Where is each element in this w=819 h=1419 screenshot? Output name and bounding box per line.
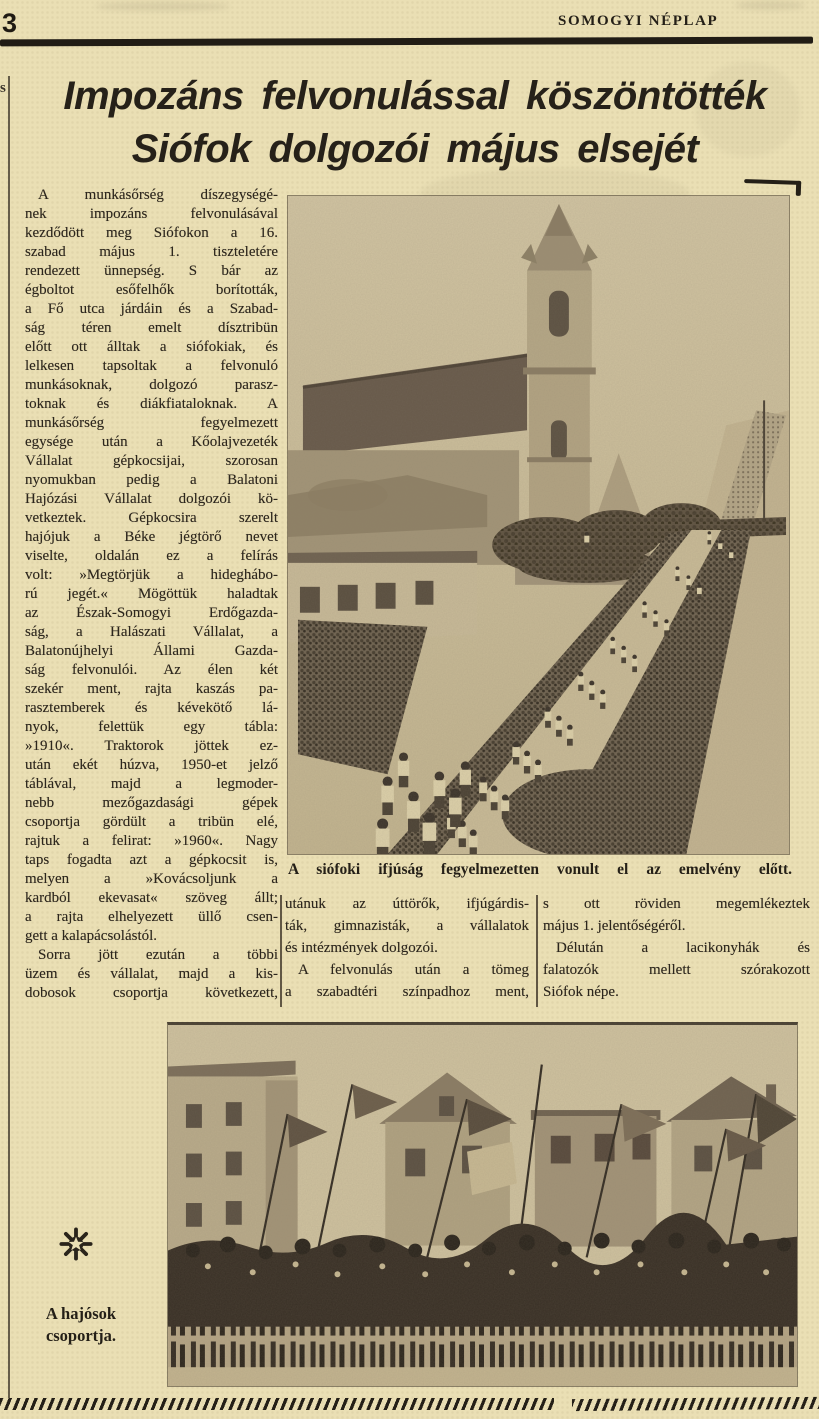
zigzag-border [572,1397,819,1411]
text-line: gett a kalapácsolástól. [25,928,158,944]
text-line: szekér ment, rajta kaszás pa- [25,681,278,697]
text-line: Balatonújhelyi Állami Gazda- [25,643,278,659]
text-line: A munkásőrség díszegységé- [38,187,278,203]
text-line: Vállalat gépkocsijai, szorosan [25,453,278,469]
ink-bleed-smudge [95,2,230,11]
text-line: volt: »Megtörjük a hideghábo- [25,567,278,583]
text-line: nek impozáns felvonulásával [25,206,278,222]
text-line: szabad május 1. tiszteletére [25,244,278,260]
photo-parade-church-art [288,196,789,854]
photo-sailors-flags [167,1022,798,1387]
caption-line: csoportja. [45,1326,117,1345]
zigzag-border [0,1398,554,1410]
text-line: a Fő utca járdáin és a Szabad- [25,301,278,317]
text-line: Délután a lacikonyhák és [556,940,810,956]
text-line: rú jegét.« Mögöttük haladtak [25,586,278,602]
text-line: toknak és diákfiataloknak. A [25,396,278,412]
text-line: utánuk az úttörők, ifjúgárdis- [285,896,529,912]
masthead-rule [0,37,813,47]
text-line: munkásoknak, dolgozó parasz- [25,377,278,393]
text-line: A felvonulás után a tömeg [298,962,529,978]
left-column-rule [8,76,10,1398]
text-line: ság téren emelt dísztribün [25,320,278,336]
text-line: a rajta elhelyezett üllő csen- [25,909,278,925]
text-line: »1910«. Traktorok jöttek ez- [25,738,278,754]
text-line: táblával, majd a legmoder- [25,776,278,792]
article-column-middle [285,893,529,1003]
text-line: dobosok csoportja következett, [25,985,278,1001]
text-line: kezdődött meg Siófokon a 16. [25,225,278,241]
page-number: 3 [2,8,18,38]
ink-bleed-smudge [735,1,805,10]
text-line: május 1. jelentőségéről. [543,918,686,934]
text-line: rajtuk a felirat: »1960«. Nagy [25,833,278,849]
text-line: ság, a Halászati Vállalat, a [25,624,278,640]
text-line: csoportja gördült a tribün elé, [25,814,278,830]
text-line: taps fogadta azt a gépkocsit is, [25,852,278,868]
headline-line-2: Siófok dolgozói május elsejét [131,127,699,171]
text-line: rasztemberek és kévekötő lá- [25,700,278,716]
photo-caption-bottom [22,1303,140,1347]
article-column-right [543,893,810,1003]
text-line: vetkeztek. Gépkocsira szerelt [25,510,278,526]
text-line: Sorra jött ezután a többi [38,947,278,963]
text-line: üzem és vállalat, majd a kis- [25,966,278,982]
column-divider [280,895,282,1007]
text-line: lelkesen tapsoltak a felvonuló [25,358,278,374]
article-headline [20,70,810,176]
edge-text-fragment: s [0,80,6,96]
article-column-left [25,186,278,1003]
photo-corner-mark [744,179,801,196]
text-line: nyok, felettük egy tábla: [25,719,278,735]
burst-star-icon [58,1226,94,1262]
text-line: s ott röviden megemlékeztek [543,896,810,912]
text-line: egysége után a Kőolajvezeték [25,434,278,450]
headline-line-1: Impozáns felvonulással köszöntötték [63,74,767,118]
text-line: hajójuk a Béke jégtörő nevet [25,529,278,545]
text-line: ták, gimnazisták, a vállalatok [285,918,529,934]
text-line: Hajózási Vállalat dolgozói kö- [25,491,278,507]
column-divider [536,895,538,1007]
text-line: nyomukban pedig a Balatoni [25,472,278,488]
photo-sailors-flags-art [168,1025,797,1386]
text-line: falatozók mellett szórakozott [543,962,810,978]
caption-line: A hajósok [45,1304,117,1323]
text-line: melyen a »Kovácsoljunk a [25,871,278,887]
text-line: munkásőrség fegyelmezett [25,415,278,431]
text-line: után ekét húzva, 1950-et jelző [25,757,278,773]
text-line: égboltot esőfelhők borították, [25,282,278,298]
photo-caption-main: A siófoki ifjúság fegyelmezetten vonult el az emelvény előtt. [288,861,792,878]
text-line: kardból ekevasat« szöveg állt; [25,890,278,906]
text-line: az Észak-Somogyi Erdőgazda- [25,605,278,621]
text-line: Siófok népe. [543,984,619,1000]
text-line: nebb mezőgazdasági gépek [25,795,278,811]
text-line: rendezett ünnepség. S bár az [25,263,278,279]
text-line: a szabadtéri színpadhoz ment, [285,984,529,1000]
text-line: előtt ott álltak a siófokiak, és [25,339,278,355]
photo-parade-church [287,195,790,855]
text-line: ság felvonulói. Az élen két [25,662,278,678]
text-line: viselte, oldalán ez a felírás [25,548,278,564]
text-line: és intézmények dolgozói. [285,940,438,956]
masthead-title: SOMOGYI NÉPLAP [558,13,719,29]
